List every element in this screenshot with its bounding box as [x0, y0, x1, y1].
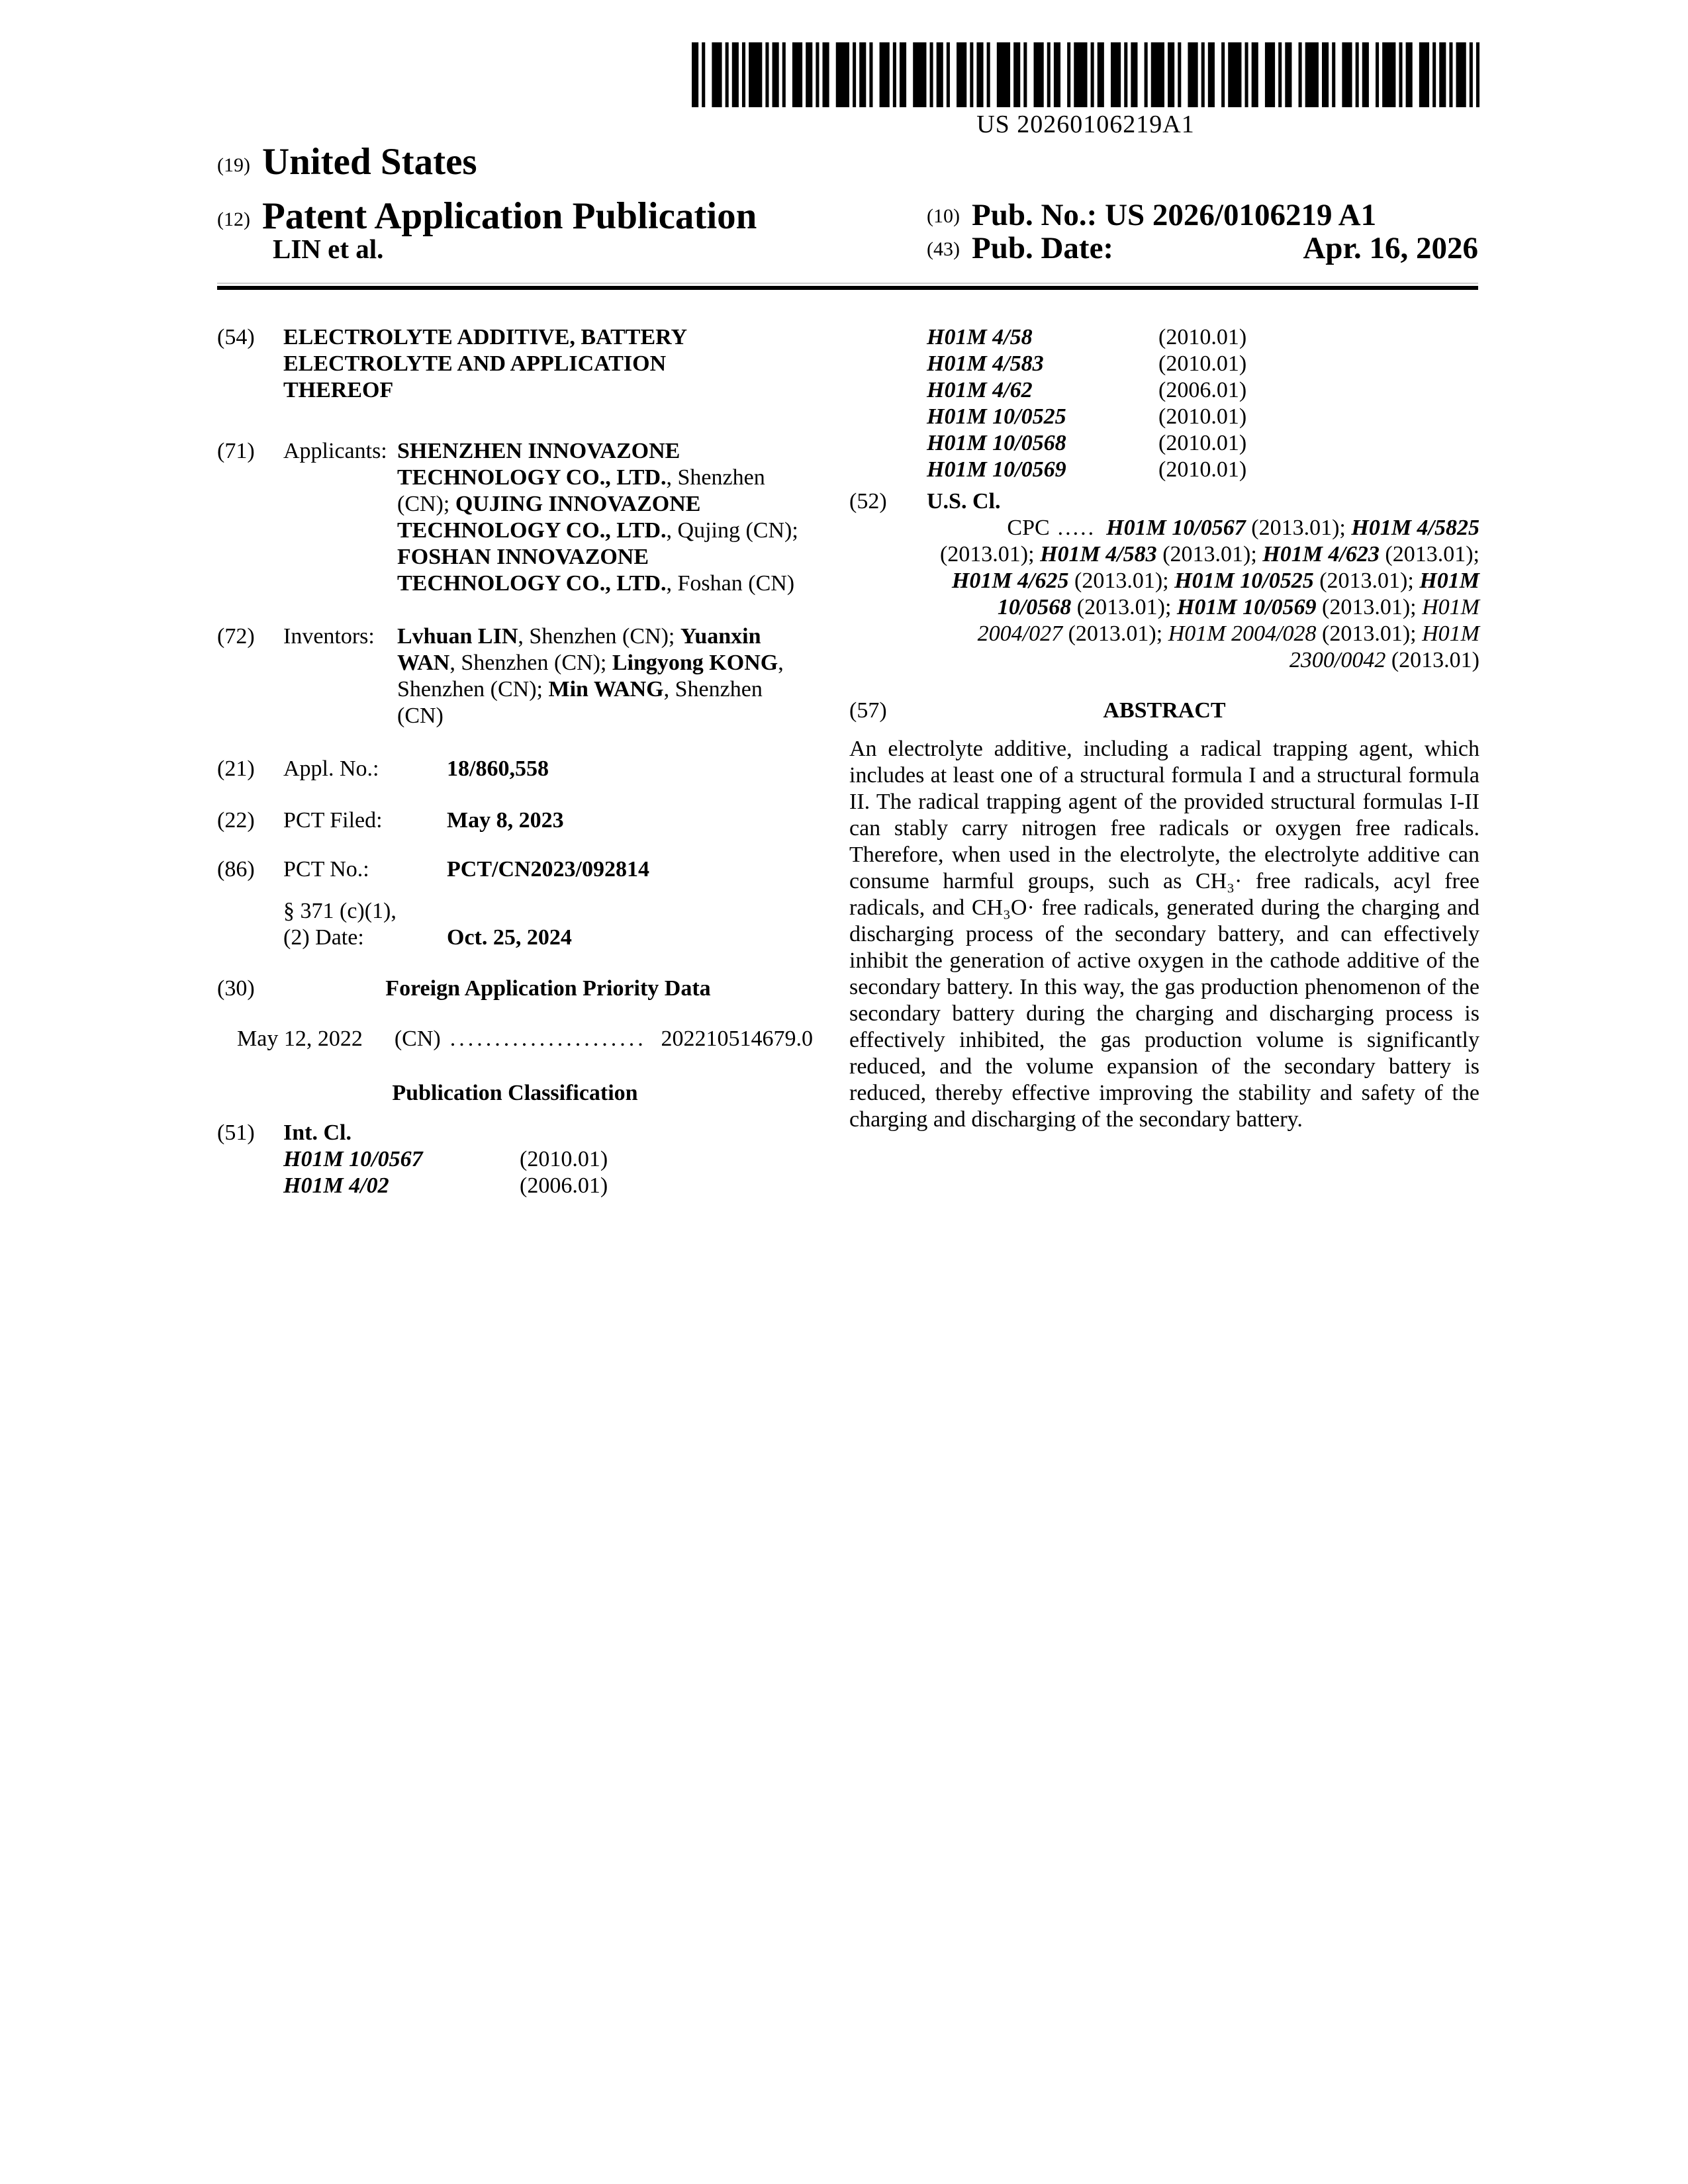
priority-date: May 12, 2022 — [237, 1026, 363, 1051]
int-cl-version: (2006.01) — [520, 1173, 608, 1198]
pct-no-value: PCT/CN2023/092814 — [447, 857, 649, 882]
cpc-code: H01M 4/625 — [951, 569, 1069, 593]
inventors-label: Inventors: — [283, 624, 375, 649]
pub-no-label: Pub. No.: — [971, 198, 1098, 232]
inventor-location: , Shenzhen (CN); — [518, 624, 680, 649]
ref-12: (12) — [217, 208, 250, 230]
section-371 — [217, 898, 813, 925]
applicant-name: QUJING INNOVAZONE TECHNOLOGY CO., LTD. — [397, 492, 701, 543]
pct-no-label: PCT No.: — [283, 857, 369, 882]
int-cl-version: (2010.01) — [1158, 431, 1247, 455]
cpc-classification — [927, 515, 1479, 674]
ref-10: (10) — [927, 205, 960, 227]
applicant-location: , Qujing (CN); — [666, 518, 798, 543]
priority-number: 202210514679.0 — [661, 1026, 813, 1051]
cpc-version: (2013.01); — [939, 542, 1041, 567]
pub-date-label: Pub. Date: — [971, 231, 1114, 265]
us-cl-label: U.S. Cl. — [927, 489, 1001, 514]
ref-22: (22) — [217, 808, 255, 833]
barcode-image — [692, 42, 1479, 107]
cpc-code: H01M 2300/0042 — [1289, 621, 1479, 672]
cpc-code: H01M 2004/027 — [977, 595, 1479, 646]
cpc-version: (2013.01); — [1245, 516, 1352, 540]
cpc-code: H01M 4/5825 — [1351, 516, 1479, 540]
priority-data-row — [217, 1026, 813, 1052]
cpc-version: (2013.01); — [1379, 542, 1479, 567]
title-section — [217, 324, 813, 404]
int-cl-row — [283, 1146, 813, 1173]
ref-86: (86) — [217, 857, 255, 882]
inventor-name: Min WANG — [548, 677, 664, 702]
ref-72: (72) — [217, 624, 255, 649]
ref-19: (19) — [217, 154, 250, 176]
cpc-version: (2013.01); — [1068, 569, 1175, 593]
applicant-location: , Shenzhen (CN); — [397, 465, 765, 516]
int-cl-code: H01M 4/02 — [283, 1173, 389, 1198]
cpc-version: (2013.01) — [1385, 648, 1479, 672]
invention-title: ELECTROLYTE ADDITIVE, BATTERY ELECTROLYTE AND APPLICATION THEREOF — [283, 325, 686, 402]
cpc-version: (2013.01); — [1071, 595, 1177, 619]
header-country-line — [217, 140, 477, 183]
inventor-name: Yuanxin WAN — [397, 624, 761, 675]
dotted-leader: ...................... — [449, 1026, 647, 1051]
right-column — [849, 324, 1479, 1133]
section-371-date — [217, 925, 813, 951]
publication-classification-heading: Publication Classification — [392, 1081, 638, 1105]
int-cl-row — [283, 1173, 813, 1199]
cpc-code: H01M 10/0568 — [997, 569, 1479, 619]
appl-no-value: 18/860,558 — [447, 756, 549, 781]
cpc-version: (2013.01); — [1316, 595, 1423, 619]
int-cl-code: H01M 4/58 — [927, 325, 1033, 349]
int-cl-version: (2010.01) — [1158, 325, 1247, 349]
cpc-code: H01M 2004/028 — [1168, 621, 1317, 646]
int-cl-row — [927, 377, 1479, 404]
cpc-version: (2013.01); — [1062, 621, 1168, 646]
cpc-version: (2013.01); — [1156, 542, 1263, 567]
int-cl-row — [927, 457, 1479, 483]
applicant-location: , Foshan (CN) — [666, 571, 795, 596]
cpc-code: H01M 4/583 — [1040, 542, 1157, 567]
applicant-name: SHENZHEN INNOVAZONE TECHNOLOGY CO., LTD. — [397, 439, 680, 490]
applicants-section — [217, 438, 813, 597]
cpc-code: H01M 4/623 — [1262, 542, 1380, 567]
header-divider — [217, 283, 1478, 291]
int-cl-row — [927, 430, 1479, 457]
inventor-name: Lvhuan LIN — [397, 624, 518, 649]
country-name: United States — [261, 141, 477, 183]
int-cl-row — [927, 404, 1479, 430]
cpc-version: (2013.01); — [1316, 621, 1423, 646]
int-cl-code: H01M 10/0569 — [927, 457, 1066, 482]
priority-heading: Foreign Application Priority Data — [385, 976, 711, 1001]
applicant-name: FOSHAN INNOVAZONE TECHNOLOGY CO., LTD. — [397, 545, 667, 596]
para-371: § 371 (c)(1), — [283, 899, 397, 923]
ref-51: (51) — [217, 1120, 255, 1145]
ref-30: (30) — [217, 976, 255, 1001]
appl-no-section — [217, 756, 813, 782]
pct-filed-section — [217, 807, 813, 834]
int-cl-version: (2010.01) — [1158, 351, 1247, 376]
abstract-heading: ABSTRACT — [1103, 698, 1226, 723]
ref-52: (52) — [849, 489, 887, 514]
abstract-heading-row — [849, 698, 1479, 724]
inventor-location: , Shenzhen (CN); — [449, 651, 612, 675]
date2-value: Oct. 25, 2024 — [447, 925, 572, 950]
inventor-location: , Shenzhen (CN) — [397, 677, 763, 728]
priority-heading-row — [217, 976, 813, 1002]
int-cl-version: (2010.01) — [520, 1147, 608, 1171]
date2-label: (2) Date: — [283, 925, 364, 950]
ref-21: (21) — [217, 756, 255, 781]
pct-filed-label: PCT Filed: — [283, 808, 383, 833]
int-cl-code: H01M 4/62 — [927, 378, 1033, 402]
cpc-label: CPC — [1007, 516, 1050, 540]
pub-no-line — [927, 197, 1376, 233]
us-cl-section — [849, 488, 1479, 515]
header-doc-kind-line — [217, 195, 757, 238]
inventor-name: Lingyong KONG — [612, 651, 778, 675]
int-cl-version: (2010.01) — [1158, 404, 1247, 429]
cpc-version: (2013.01); — [1313, 569, 1420, 593]
applicants-label: Applicants: — [283, 439, 387, 463]
ref-57: (57) — [849, 698, 887, 723]
pct-no-section — [217, 856, 813, 883]
int-cl-code: H01M 10/0567 — [283, 1147, 423, 1171]
int-cl-section — [217, 1120, 813, 1146]
int-cl-code: H01M 10/0525 — [927, 404, 1066, 429]
pct-filed-value: May 8, 2023 — [447, 808, 564, 833]
appl-no-label: Appl. No.: — [283, 756, 379, 781]
inventors-list — [397, 623, 813, 729]
priority-country: (CN) — [394, 1026, 441, 1051]
int-cl-code: H01M 10/0568 — [927, 431, 1066, 455]
pub-date-value: Apr. 16, 2026 — [1303, 231, 1478, 265]
barcode-number: US 20260106219A1 — [976, 111, 1195, 138]
ref-71: (71) — [217, 439, 255, 463]
ref-43: (43) — [927, 238, 960, 260]
inventors-section — [217, 623, 813, 729]
pub-no-value: US 2026/0106219 A1 — [1105, 198, 1377, 232]
cpc-code: H01M 10/0567 — [1106, 516, 1246, 540]
doc-kind: Patent Application Publication — [261, 195, 757, 237]
cpc-code: H01M 10/0525 — [1174, 569, 1314, 593]
abstract-text: An electrolyte additive, including a radical trapping agent, which includes at least one of a structural formula I and a structural formula II. The radical trapping agent of the provided structural formulas I-II can stably carry nitrogen free radicals or oxygen free radicals. Therefore, when used in the electrolyte, the electrolyte additive can consume harmful groups, such as CH₃· free radicals, acyl free radicals, and CH₃O· free radicals, generated during the charging and discharging process of the secondary battery, and can effectively inhibit the generation of active oxygen in the cathode additive of the secondary battery. In this way, the gas production phenomenon of the secondary battery during the charging and discharging process is effectively inhibited, the gas production volume is significantly reduced, and the volume expansion of the secondary battery is reduced, thereby effective improving the stability and safety of the charging and discharging of the secondary battery. — [849, 737, 1479, 1132]
cpc-code: H01M 10/0569 — [1176, 595, 1317, 619]
applicants-list — [397, 438, 813, 597]
ref-54: (54) — [217, 325, 255, 349]
int-cl-label: Int. Cl. — [283, 1120, 352, 1145]
inventor-location: , Shenzhen (CN); — [397, 651, 784, 702]
int-cl-row — [927, 324, 1479, 351]
authors-line: LIN et al. — [273, 234, 384, 264]
int-cl-code: H01M 4/583 — [927, 351, 1044, 376]
int-cl-version: (2010.01) — [1158, 457, 1247, 482]
left-column — [217, 324, 813, 1199]
pub-date-line — [927, 230, 1478, 266]
int-cl-row — [927, 351, 1479, 377]
dotted-leader: ..... — [1057, 516, 1096, 540]
int-cl-version: (2006.01) — [1158, 378, 1247, 402]
